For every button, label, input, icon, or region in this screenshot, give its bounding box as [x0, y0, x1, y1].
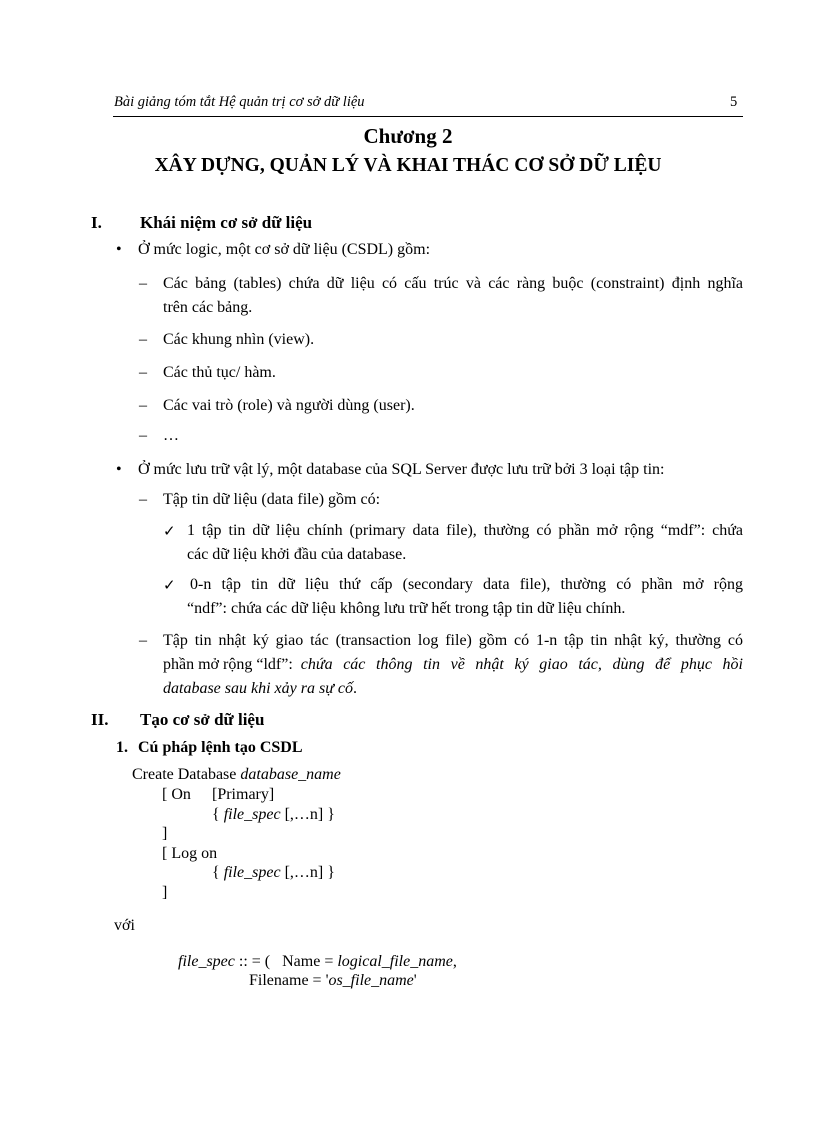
bullet-2-marker: •	[116, 461, 122, 478]
header-rule	[113, 116, 743, 117]
subsection-1-title: Cú pháp lệnh tạo CSDL	[138, 739, 303, 756]
log-file-line2	[163, 656, 743, 674]
filespec-def-assign: :: = ( Name =	[234, 953, 338, 970]
syntax-bracket-close: ]	[162, 825, 168, 842]
filespec-def-logical: logical_file_name	[337, 953, 453, 970]
list-item-dash: –	[139, 331, 147, 348]
primary-data-file-line2: các dữ liệu khởi đầu của database.	[187, 546, 407, 563]
filespec-def-filename-kw: Filename = '	[249, 972, 329, 989]
bullet-2-text: Ở mức lưu trữ vật lý, một database của SQL Server được lưu trữ bởi 3 loại tập tin:	[138, 461, 665, 478]
section-1-title: Khái niệm cơ sở dữ liệu	[140, 213, 313, 232]
syntax-brace-open: {	[212, 864, 224, 881]
filespec-def-os-name: os_file_name	[328, 972, 414, 989]
secondary-data-file-line1: 0-n tập tin dữ liệu thứ cấp (secondary data file), thường có phần mở rộng	[190, 576, 743, 593]
list-item-dash: –	[139, 427, 147, 444]
syntax-brace-open: {	[212, 806, 224, 823]
filespec-def-comma: ,	[452, 953, 457, 970]
running-header-title: Bài giảng tóm tắt Hệ quản trị cơ sở dữ liệu	[114, 94, 365, 110]
log-file-line1: Tập tin nhật ký giao tác (transaction log file) gồm có 1-n tập tin nhật ký, thường có	[163, 632, 743, 649]
log-file-line3-end: .	[353, 680, 358, 697]
syntax-repeat: [,…n] }	[280, 806, 335, 823]
list-item-dash: –	[139, 491, 147, 508]
section-2-number: II.	[91, 710, 109, 729]
data-file-item: Tập tin dữ liệu (data file) gồm có:	[163, 491, 381, 508]
section-2-title: Tạo cơ sở dữ liệu	[140, 710, 265, 729]
list-item-views: Các khung nhìn (view).	[163, 331, 315, 348]
list-item-procedures: Các thủ tục/ hàm.	[163, 364, 276, 381]
secondary-data-file-line2: “ndf”: chứa các dữ liệu không lưu trữ hết trong tập tin dữ liệu chính.	[187, 600, 626, 617]
list-item-tables-line2: trên các bảng.	[163, 299, 253, 316]
syntax-file-spec: file_spec	[223, 864, 281, 881]
syntax-log-on: [ Log on	[162, 845, 218, 862]
syntax-create-keyword: Create Database	[132, 766, 241, 783]
list-item-roles: Các vai trò (role) và người dùng (user).	[163, 397, 415, 414]
chapter-label: Chương 2	[363, 124, 453, 148]
list-item-ellipsis: …	[163, 427, 179, 444]
log-file-line2-italic: chứa các thông tin về nhật ký giao tác, dùng để phục hồi	[300, 656, 743, 673]
filespec-def-line2	[249, 972, 417, 990]
filespec-def-line1	[178, 953, 457, 971]
list-item-dash: –	[139, 275, 147, 292]
syntax-on: [ On	[162, 786, 191, 803]
filespec-def-quote-end: '	[413, 972, 417, 989]
syntax-database-name: database_name	[240, 766, 341, 783]
syntax-file-spec: file_spec	[223, 806, 281, 823]
section-1-number: I.	[91, 213, 102, 232]
syntax-filespec-line	[212, 806, 335, 824]
log-file-line3	[163, 680, 357, 698]
filespec-def-name: file_spec	[178, 953, 235, 970]
list-item-dash: –	[139, 632, 147, 649]
log-file-line3-italic: database sau khi xảy ra sự cố	[163, 680, 354, 697]
bullet-1-text: Ở mức logic, một cơ sở dữ liệu (CSDL) gồm:	[138, 241, 431, 258]
list-item-dash: –	[139, 397, 147, 414]
checkmark-icon: ✓	[163, 578, 176, 594]
chapter-title: XÂY DỰNG, QUẢN LÝ VÀ KHAI THÁC CƠ SỞ DỮ LIỆU	[154, 155, 662, 176]
syntax-primary: [Primary]	[212, 786, 275, 803]
syntax-filespec-line	[212, 864, 335, 882]
subsection-1-number: 1.	[116, 739, 128, 756]
syntax-bracket-close: ]	[162, 884, 168, 901]
syntax-create-line	[132, 766, 341, 784]
bullet-1-marker: •	[116, 241, 122, 258]
page-number: 5	[730, 94, 738, 110]
with-word: với	[114, 917, 135, 934]
primary-data-file-line1: 1 tập tin dữ liệu chính (primary data file), thường có phần mở rộng “mdf”: chứa	[187, 522, 743, 539]
log-file-line2-normal: phần mở rộng “ldf”:	[163, 656, 297, 673]
list-item-tables-line1: Các bảng (tables) chứa dữ liệu có cấu trúc và các ràng buộc (constraint) định nghĩa	[163, 275, 743, 292]
checkmark-icon: ✓	[163, 524, 176, 540]
list-item-dash: –	[139, 364, 147, 381]
syntax-repeat: [,…n] }	[280, 864, 335, 881]
